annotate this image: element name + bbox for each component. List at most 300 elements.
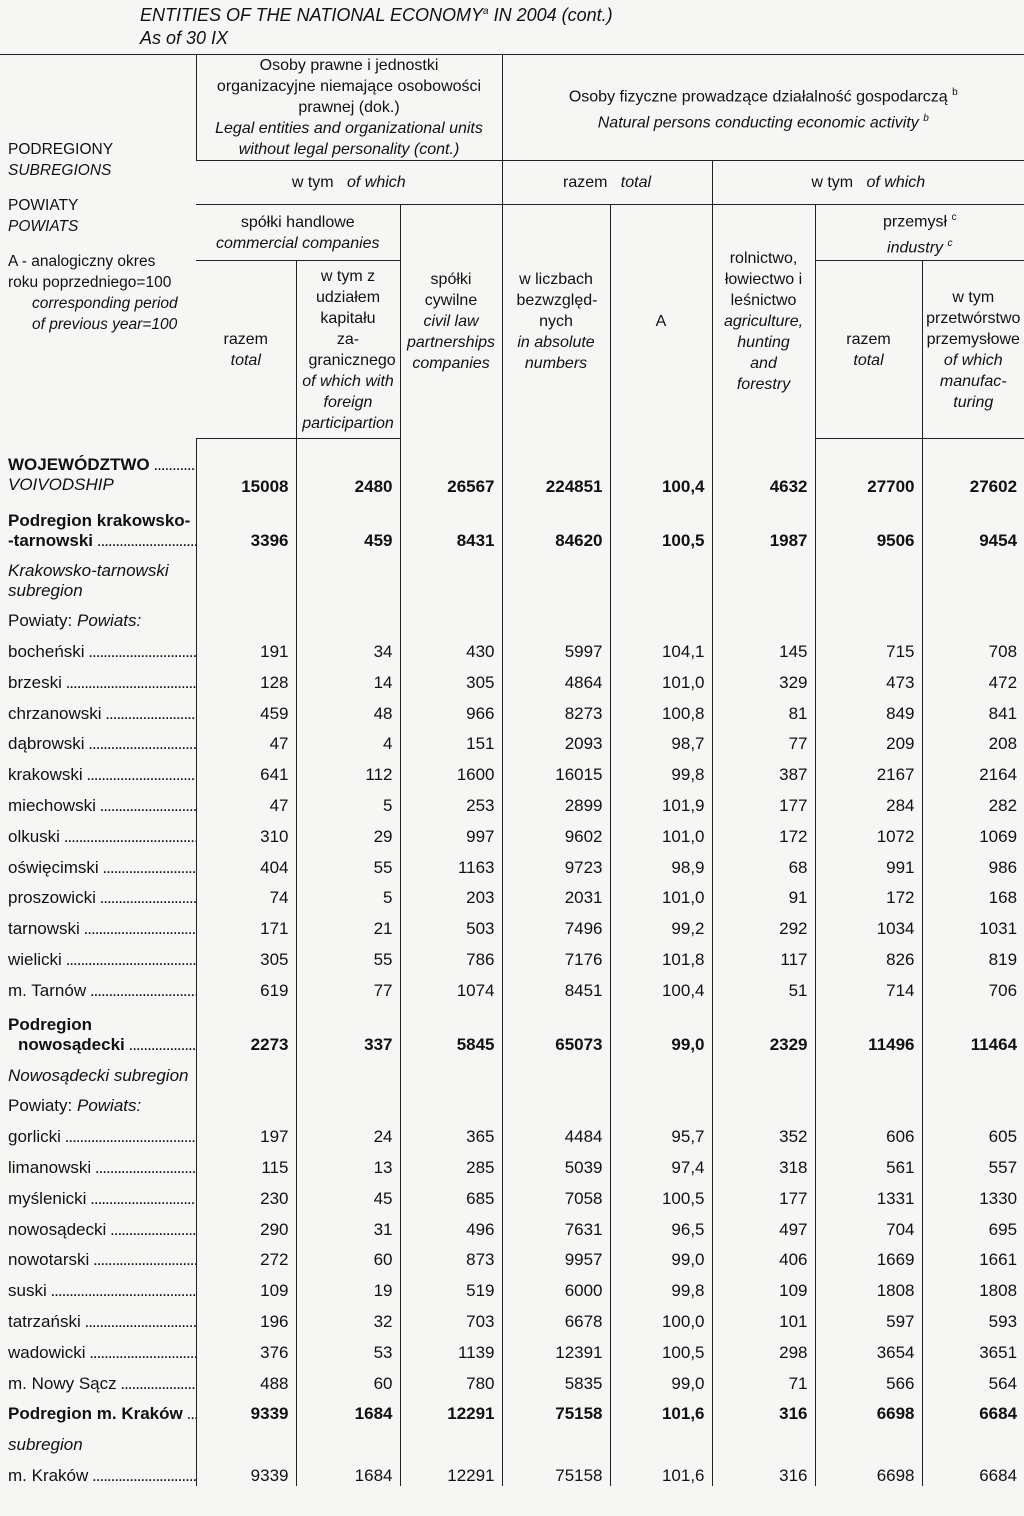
cell-value: 597 [815, 1301, 922, 1332]
cell-value: 104,1 [610, 631, 712, 662]
cell-value: 101,0 [610, 816, 712, 847]
cell-value [815, 1086, 922, 1117]
legal-total-header: razem total [196, 261, 296, 439]
row-name-en: VOIVODSHIP [8, 474, 114, 494]
cell-value: 172 [712, 816, 815, 847]
powiat-name: limanowski ..... [8, 1158, 196, 1178]
cell-value: 404 [196, 847, 296, 878]
cell-value: 34 [296, 631, 400, 662]
cell-value [502, 601, 610, 632]
cell-value [196, 1086, 296, 1117]
table-row [0, 1455, 1024, 1486]
cell-value [400, 1424, 502, 1455]
table-row [0, 1332, 1024, 1363]
powiat-name: tatrzański ..... [8, 1312, 196, 1332]
table-row [0, 439, 1024, 497]
cell-value: 65073 [502, 1001, 610, 1055]
cell-value: 117 [712, 939, 815, 970]
table-row [0, 847, 1024, 878]
cell-value: 172 [815, 878, 922, 909]
cell-value: 1331 [815, 1178, 922, 1209]
cell-value: 55 [296, 939, 400, 970]
cell-value: 4 [296, 724, 400, 755]
cell-value: 6000 [502, 1270, 610, 1301]
cell-value [296, 1055, 400, 1086]
cell-value: 284 [815, 785, 922, 816]
cell-value [296, 601, 400, 632]
cell-value: 9957 [502, 1240, 610, 1271]
cell-value: 305 [196, 939, 296, 970]
cell-value: 318 [712, 1147, 815, 1178]
powiat-name: nowosądecki ..... [8, 1220, 196, 1240]
cell-value: 253 [400, 785, 502, 816]
cell-value: 230 [196, 1178, 296, 1209]
city-name: m. Kraków ..... [8, 1466, 196, 1486]
cell-value: 74 [196, 878, 296, 909]
row-name: Podregion m. Kraków ..... [8, 1404, 196, 1424]
cell-value: 196 [196, 1301, 296, 1332]
agriculture-header: rolnictwo, łowiectwo i leśnictwo agriculture, hunting and forestry [712, 205, 815, 439]
cell-value: 100,4 [610, 439, 712, 497]
row-label-header: PODREGIONY SUBREGIONS POWIATY POWIATS A - analogiczny okres roku poprzedniego=100 corresponding period of previous year=100 [0, 55, 196, 439]
cell-value: 1330 [922, 1178, 1024, 1209]
cell-value: 12291 [400, 1394, 502, 1425]
total-header: razem total [502, 161, 712, 205]
cell-value: 641 [196, 754, 296, 785]
row-label [0, 601, 196, 632]
cell-value: 197 [196, 1116, 296, 1147]
cell-value: 47 [196, 724, 296, 755]
cell-value: 387 [712, 754, 815, 785]
cell-value: 26567 [400, 439, 502, 497]
cell-value: 100,4 [610, 970, 712, 1001]
cell-value: 316 [712, 1394, 815, 1425]
cell-value: 14 [296, 662, 400, 693]
table-row [0, 1178, 1024, 1209]
cell-value: 841 [922, 693, 1024, 724]
cell-value [610, 1086, 712, 1117]
cell-value: 1163 [400, 847, 502, 878]
powiat-name: wadowicki ..... [8, 1343, 196, 1363]
cell-value [502, 551, 610, 601]
cell-value: 459 [196, 693, 296, 724]
cell-value: 177 [712, 785, 815, 816]
cell-value: 101,6 [610, 1455, 712, 1486]
cell-value: 99,0 [610, 1363, 712, 1394]
row-label [0, 439, 196, 497]
cell-value [196, 1055, 296, 1086]
row-label [0, 497, 196, 551]
cell-value [196, 1424, 296, 1455]
row-label [0, 816, 196, 847]
title-line2: As of 30 IX [140, 28, 229, 48]
powiaty-label: Powiaty: [8, 611, 73, 631]
row-label [0, 693, 196, 724]
cell-value: 706 [922, 970, 1024, 1001]
cell-value: 55 [296, 847, 400, 878]
row-name-en-cont: subregion [8, 580, 83, 600]
cell-value: 99,8 [610, 1270, 712, 1301]
table-row [0, 1055, 1024, 1086]
cell-value: 60 [296, 1240, 400, 1271]
cell-value: 9723 [502, 847, 610, 878]
cell-value: 209 [815, 724, 922, 755]
cell-value: 1139 [400, 1332, 502, 1363]
of-which-header: w tym of which [196, 161, 502, 205]
cell-value [610, 1055, 712, 1086]
cell-value: 7631 [502, 1209, 610, 1240]
cell-value: 101,9 [610, 785, 712, 816]
powiats-label: Powiats: [76, 611, 142, 631]
cell-value: 519 [400, 1270, 502, 1301]
cell-value: 3654 [815, 1332, 922, 1363]
cell-value: 9602 [502, 816, 610, 847]
table-row [0, 785, 1024, 816]
cell-value: 9339 [196, 1394, 296, 1425]
cell-value: 606 [815, 1116, 922, 1147]
cell-value: 292 [712, 908, 815, 939]
cell-value: 337 [296, 1001, 400, 1055]
cell-value [502, 1055, 610, 1086]
cell-value: 68 [712, 847, 815, 878]
cell-value: 145 [712, 631, 815, 662]
cell-value: 19 [296, 1270, 400, 1301]
row-label [0, 908, 196, 939]
cell-value [502, 1424, 610, 1455]
cell-value: 5039 [502, 1147, 610, 1178]
civil-law-header: spółki cywilne civil law partnerships companies [400, 205, 502, 439]
powiat-name: suski ..... [8, 1281, 196, 1301]
cell-value: 1074 [400, 970, 502, 1001]
cell-value [815, 1424, 922, 1455]
cell-value: 96,5 [610, 1209, 712, 1240]
cell-value: 2164 [922, 754, 1024, 785]
cell-value: 16015 [502, 754, 610, 785]
cell-value: 290 [196, 1209, 296, 1240]
cell-value: 128 [196, 662, 296, 693]
cell-value [922, 551, 1024, 601]
cell-value: 177 [712, 1178, 815, 1209]
cell-value: 97,4 [610, 1147, 712, 1178]
cell-value: 473 [815, 662, 922, 693]
cell-value: 285 [400, 1147, 502, 1178]
powiat-name: chrzanowski ..... [8, 704, 196, 724]
table-row [0, 1394, 1024, 1425]
cell-value: 71 [712, 1363, 815, 1394]
row-label [0, 1055, 196, 1086]
cell-value: 708 [922, 631, 1024, 662]
row-name: Podregion krakowsko- [8, 510, 191, 530]
cell-value: 99,8 [610, 754, 712, 785]
table-row [0, 631, 1024, 662]
cell-value: 605 [922, 1116, 1024, 1147]
cell-value: 997 [400, 816, 502, 847]
cell-value: 4632 [712, 439, 815, 497]
table-row [0, 1001, 1024, 1055]
commercial-companies-header: spółki handlowe commercial companies [196, 205, 400, 261]
cell-value [400, 1086, 502, 1117]
cell-value: 191 [196, 631, 296, 662]
cell-value: 715 [815, 631, 922, 662]
cell-value: 11464 [922, 1001, 1024, 1055]
cell-value: 77 [712, 724, 815, 755]
cell-value: 48 [296, 693, 400, 724]
cell-value: 496 [400, 1209, 502, 1240]
index-A-header: A [610, 205, 712, 439]
cell-value: 91 [712, 878, 815, 909]
row-label [0, 785, 196, 816]
cell-value: 488 [196, 1363, 296, 1394]
cell-value [296, 1424, 400, 1455]
cell-value: 2167 [815, 754, 922, 785]
table-row [0, 693, 1024, 724]
absolute-numbers-header: w liczbach bezwzględ-nych in absolute numbers [502, 205, 610, 439]
cell-value: 12391 [502, 1332, 610, 1363]
powiat-name: dąbrowski ..... [8, 734, 196, 754]
cell-value: 695 [922, 1209, 1024, 1240]
cell-value: 6678 [502, 1301, 610, 1332]
cell-value: 329 [712, 662, 815, 693]
cell-value [400, 1055, 502, 1086]
row-label [0, 1209, 196, 1240]
table-body [0, 439, 1024, 1487]
cell-value: 31 [296, 1209, 400, 1240]
cell-value: 98,7 [610, 724, 712, 755]
cell-value [712, 601, 815, 632]
cell-value: 7176 [502, 939, 610, 970]
natural-persons-header: Osoby fizyczne prowadzące działalność gospodarczą $^b$ Natural persons conducting economic activity $^b$ [502, 55, 1024, 161]
title-line1: ENTITIES OF THE NATIONAL ECONOMY$^a$ IN 2004 (cont.) [140, 5, 613, 25]
cell-value [712, 551, 815, 601]
cell-value: 986 [922, 847, 1024, 878]
cell-value: 1987 [712, 497, 815, 551]
cell-value: 966 [400, 693, 502, 724]
cell-value: 780 [400, 1363, 502, 1394]
table-row [0, 1424, 1024, 1455]
cell-value: 3396 [196, 497, 296, 551]
cell-value: 714 [815, 970, 922, 1001]
row-label [0, 1086, 196, 1117]
row-name-en: subregion [8, 1435, 83, 1455]
cell-value: 6698 [815, 1455, 922, 1486]
cell-value: 376 [196, 1332, 296, 1363]
cell-value: 75158 [502, 1394, 610, 1425]
row-label [0, 939, 196, 970]
cell-value: 6684 [922, 1455, 1024, 1486]
cell-value: 101,6 [610, 1394, 712, 1425]
powiat-name: brzeski ..... [8, 673, 196, 693]
cell-value: 27602 [922, 439, 1024, 497]
cell-value: 115 [196, 1147, 296, 1178]
cell-value: 109 [712, 1270, 815, 1301]
data-table [0, 54, 1024, 1486]
cell-value: 6684 [922, 1394, 1024, 1425]
cell-value: 310 [196, 816, 296, 847]
table-row [0, 1363, 1024, 1394]
cell-value: 2329 [712, 1001, 815, 1055]
industry-header: przemysł $^c$ industry $^c$ [815, 205, 1024, 261]
cell-value: 1031 [922, 908, 1024, 939]
row-label [0, 878, 196, 909]
cell-value: 53 [296, 1332, 400, 1363]
row-label [0, 847, 196, 878]
cell-value [610, 601, 712, 632]
row-label [0, 1301, 196, 1332]
row-label [0, 1270, 196, 1301]
cell-value: 1034 [815, 908, 922, 939]
row-label [0, 1001, 196, 1055]
cell-value: 13 [296, 1147, 400, 1178]
cell-value: 45 [296, 1178, 400, 1209]
cell-value: 101,8 [610, 939, 712, 970]
cell-value: 3651 [922, 1332, 1024, 1363]
cell-value: 9506 [815, 497, 922, 551]
foreign-capital-header: w tym z udziałem kapitału za-granicznego of which with foreign participartion [296, 261, 400, 439]
cell-value: 298 [712, 1332, 815, 1363]
cell-value: 619 [196, 970, 296, 1001]
cell-value: 352 [712, 1116, 815, 1147]
cell-value: 1684 [296, 1455, 400, 1486]
table-row [0, 908, 1024, 939]
row-label [0, 724, 196, 755]
cell-value: 208 [922, 724, 1024, 755]
cell-value: 29 [296, 816, 400, 847]
powiat-name: myślenicki ..... [8, 1189, 196, 1209]
cell-value: 430 [400, 631, 502, 662]
cell-value: 99,0 [610, 1240, 712, 1271]
row-label [0, 551, 196, 601]
cell-value: 51 [712, 970, 815, 1001]
cell-value: 4864 [502, 662, 610, 693]
cell-value: 593 [922, 1301, 1024, 1332]
cell-value: 1669 [815, 1240, 922, 1271]
cell-value: 459 [296, 497, 400, 551]
table-row [0, 1147, 1024, 1178]
cell-value: 9339 [196, 1455, 296, 1486]
cell-value: 497 [712, 1209, 815, 1240]
cell-value: 272 [196, 1240, 296, 1271]
cell-value: 1684 [296, 1394, 400, 1425]
cell-value: 11496 [815, 1001, 922, 1055]
powiaty-label: Powiaty: [8, 1096, 73, 1116]
cell-value: 8431 [400, 497, 502, 551]
row-label [0, 1178, 196, 1209]
cell-value: 24 [296, 1116, 400, 1147]
cell-value: 100,5 [610, 497, 712, 551]
cell-value: 5 [296, 785, 400, 816]
cell-value: 365 [400, 1116, 502, 1147]
cell-value: 171 [196, 908, 296, 939]
cell-value: 991 [815, 847, 922, 878]
cell-value: 819 [922, 939, 1024, 970]
cell-value: 27700 [815, 439, 922, 497]
cell-value: 786 [400, 939, 502, 970]
powiat-name: oświęcimski ..... [8, 858, 196, 878]
cell-value [815, 1055, 922, 1086]
table-row [0, 970, 1024, 1001]
table-row [0, 1301, 1024, 1332]
table-row [0, 754, 1024, 785]
cell-value: 826 [815, 939, 922, 970]
cell-value: 406 [712, 1240, 815, 1271]
cell-value: 9454 [922, 497, 1024, 551]
cell-value: 564 [922, 1363, 1024, 1394]
cell-value [502, 1086, 610, 1117]
cell-value [922, 601, 1024, 632]
cell-value [296, 1086, 400, 1117]
cell-value [610, 1424, 712, 1455]
row-label [0, 662, 196, 693]
powiat-name: krakowski ..... [8, 765, 196, 785]
row-label [0, 1147, 196, 1178]
cell-value [922, 1086, 1024, 1117]
cell-value: 6698 [815, 1394, 922, 1425]
industry-total-header: razem total [815, 261, 922, 439]
powiat-name: miechowski ..... [8, 796, 196, 816]
row-name-en: Krakowsko-tarnowski [8, 560, 169, 580]
powiat-name: gorlicki ..... [8, 1127, 196, 1147]
cell-value: 472 [922, 662, 1024, 693]
cell-value: 7496 [502, 908, 610, 939]
row-label [0, 1116, 196, 1147]
cell-value: 99,2 [610, 908, 712, 939]
cell-value: 557 [922, 1147, 1024, 1178]
table-row [0, 816, 1024, 847]
cell-value: 5845 [400, 1001, 502, 1055]
table-row [0, 601, 1024, 632]
powiats-label: Powiats: [76, 1096, 142, 1116]
table-row [0, 724, 1024, 755]
cell-value: 81 [712, 693, 815, 724]
powiat-name: tarnowski ..... [8, 919, 196, 939]
city-name: m. Tarnów ..... [8, 981, 196, 1001]
cell-value: 503 [400, 908, 502, 939]
of-which-natural-header: w tym of which [712, 161, 1024, 205]
cell-value [712, 1086, 815, 1117]
cell-value [815, 601, 922, 632]
cell-value: 109 [196, 1270, 296, 1301]
cell-value: 5835 [502, 1363, 610, 1394]
table-row [0, 1086, 1024, 1117]
manufacturing-header: w tym przetwórstwo przemysłowe of which manufac-turing [922, 261, 1024, 439]
cell-value [712, 1055, 815, 1086]
cell-value: 101 [712, 1301, 815, 1332]
row-name-en: Nowosądecki subregion [8, 1065, 189, 1085]
table-row [0, 551, 1024, 601]
cell-value [815, 551, 922, 601]
row-label [0, 1240, 196, 1271]
cell-value [400, 551, 502, 601]
row-name: Podregion [8, 1014, 93, 1034]
cell-value: 685 [400, 1178, 502, 1209]
cell-value [196, 601, 296, 632]
table-row [0, 497, 1024, 551]
row-name-cont: nowosądecki ..... [8, 1035, 196, 1055]
cell-value: 566 [815, 1363, 922, 1394]
cell-value: 32 [296, 1301, 400, 1332]
cell-value: 4484 [502, 1116, 610, 1147]
cell-value: 8451 [502, 970, 610, 1001]
cell-value [922, 1055, 1024, 1086]
cell-value [610, 551, 712, 601]
cell-value: 100,5 [610, 1332, 712, 1363]
table-row [0, 878, 1024, 909]
cell-value: 84620 [502, 497, 610, 551]
cell-value: 2031 [502, 878, 610, 909]
table-row [0, 662, 1024, 693]
city-name: m. Nowy Sącz ..... [8, 1374, 196, 1394]
cell-value: 15008 [196, 439, 296, 497]
